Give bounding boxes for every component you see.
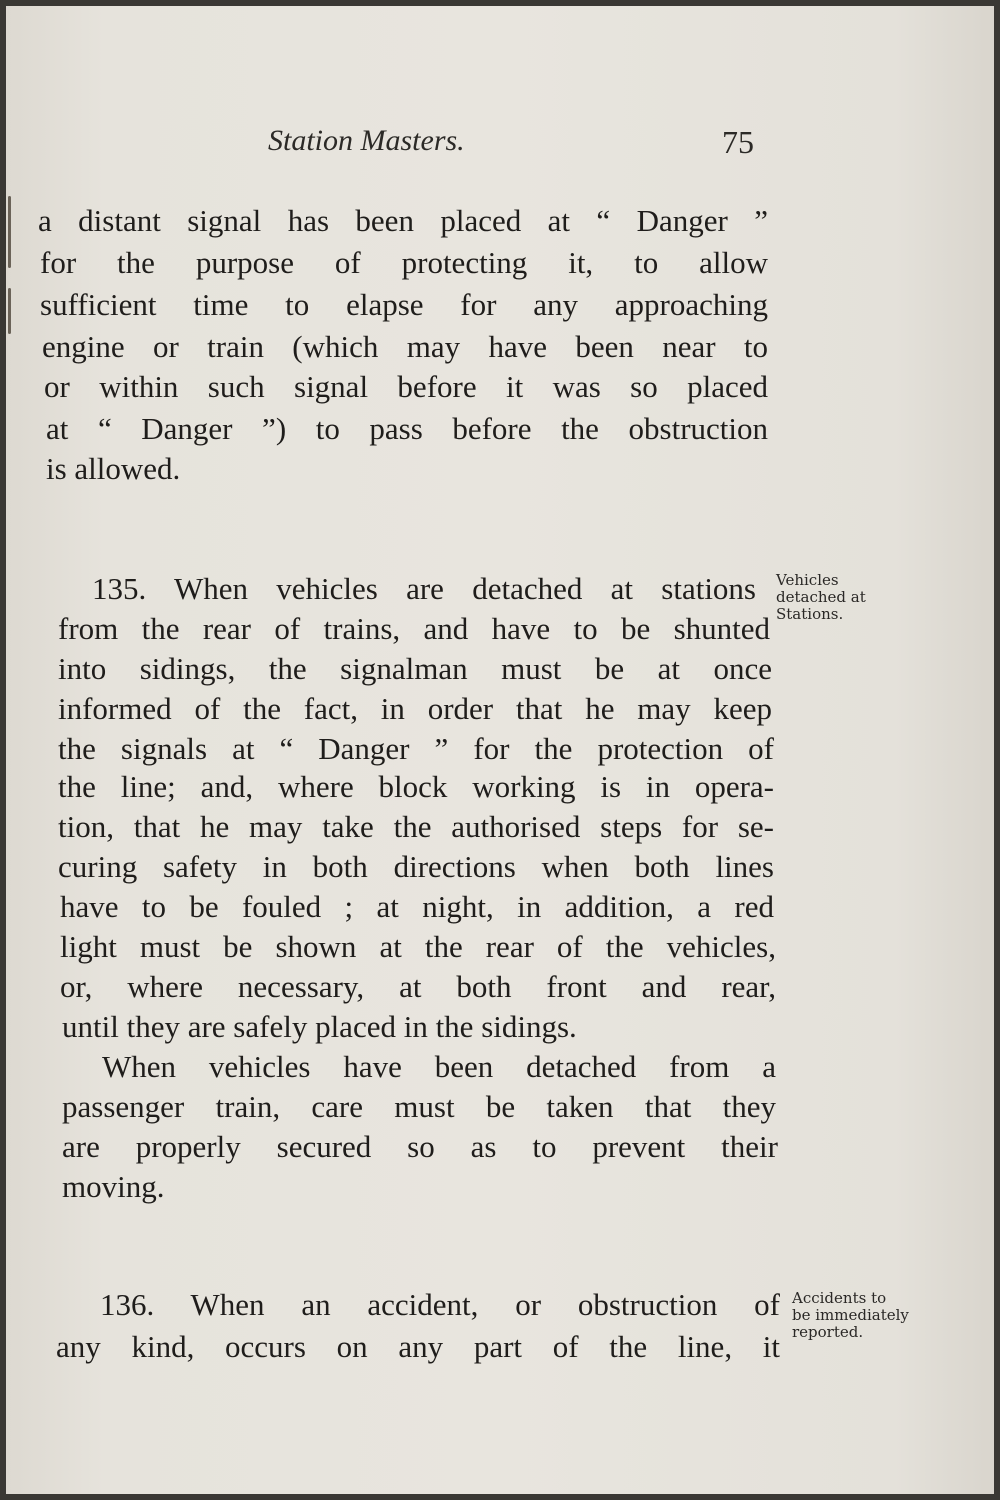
running-title: Station Masters. [268,124,465,157]
side-note-line: Stations. [776,605,844,623]
page-number: 75 [722,124,754,160]
text-line: curing safety in both directions when both lines [58,849,774,884]
text-line: tion, that he may take the authorised steps for se- [58,809,774,844]
text-line: or within such signal before it was so placed [44,369,768,404]
margin-pencil-mark [8,288,11,334]
margin-pencil-mark [8,196,11,268]
text-line: are properly secured so as to prevent their [62,1129,778,1164]
side-note-accidents-reported [792,1290,909,1341]
text-line: into sidings, the signalman must be at once [58,651,772,686]
text-line: a distant signal has been placed at “ Danger ” [38,203,768,238]
text-line: have to be fouled ; at night, in addition, a red [60,889,774,924]
side-note-line: Vehicles [776,571,839,589]
page-header [6,124,994,164]
text-line: any kind, occurs on any part of the line, it [56,1329,780,1364]
text-line: until they are safely placed in the sidings. [62,1009,577,1044]
book-page [6,6,994,1494]
text-line: from the rear of trains, and have to be shunted [58,611,770,646]
text-line: informed of the fact, in order that he may keep [58,691,772,726]
text-line: 135. When vehicles are detached at stations [92,571,756,606]
side-note-vehicles-detached [776,572,866,623]
text-line: When vehicles have been detached from a [102,1049,776,1084]
text-line: the line; and, where block working is in opera- [58,769,774,804]
side-note-line: detached at [776,588,866,606]
text-line: at “ Danger ”) to pass before the obstruction [46,411,768,446]
text-line: passenger train, care must be taken that they [62,1089,776,1124]
text-line: engine or train (which may have been near to [42,329,768,364]
side-note-line: reported. [792,1323,864,1341]
text-line: or, where necessary, at both front and rear, [60,969,776,1004]
text-line: light must be shown at the rear of the vehicles, [60,929,776,964]
text-line: for the purpose of protecting it, to allow [40,245,768,280]
text-line: is allowed. [46,451,181,486]
side-note-line: Accidents to [792,1289,887,1307]
text-line: sufficient time to elapse for any approaching [40,287,768,322]
text-line: moving. [62,1169,165,1204]
text-line: 136. When an accident, or obstruction of [100,1287,780,1322]
side-note-line: be immediately [792,1306,909,1324]
text-line: the signals at “ Danger ” for the protection of [58,731,774,766]
